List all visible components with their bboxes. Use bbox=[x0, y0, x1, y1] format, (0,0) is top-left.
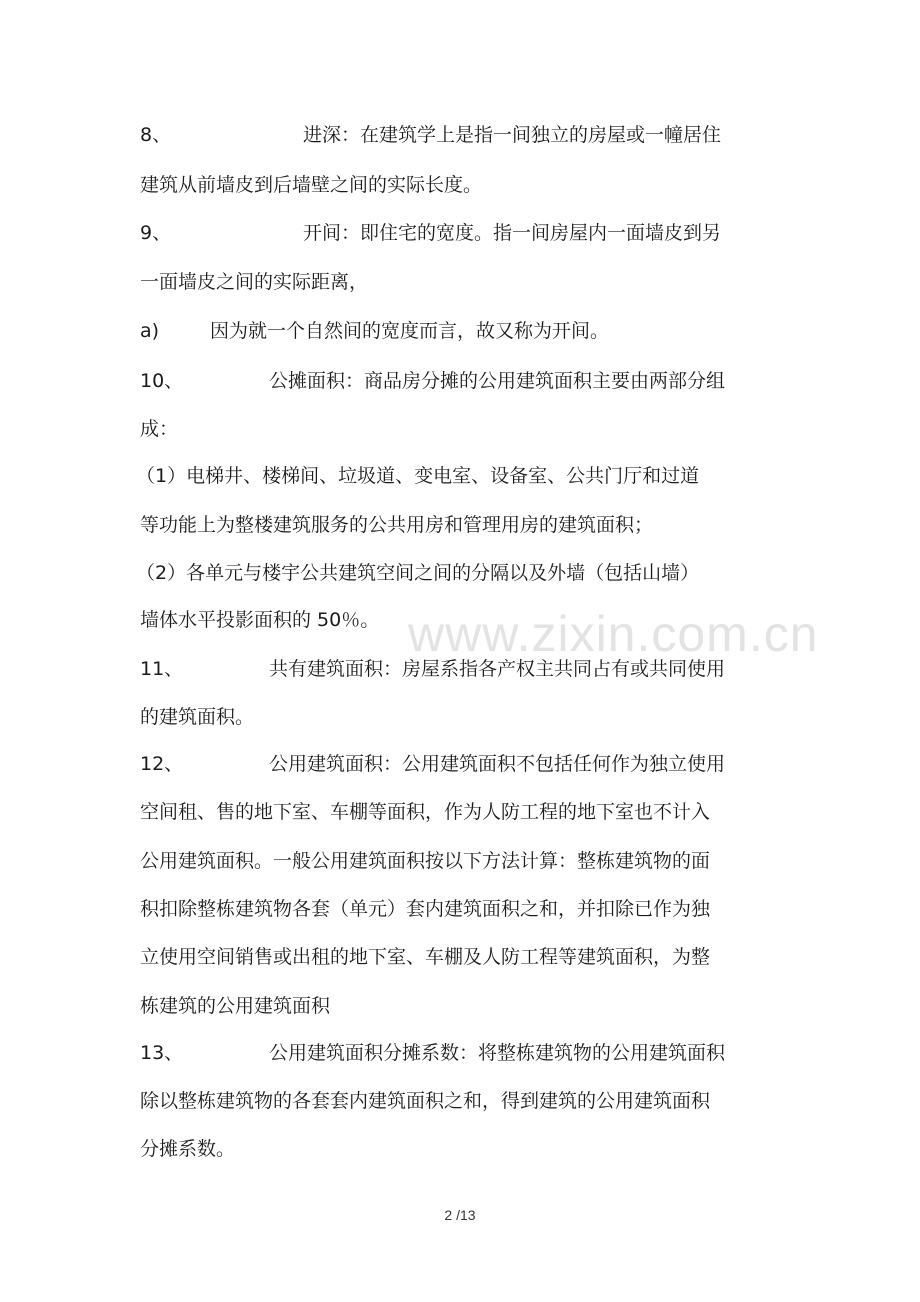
item-number: 11、 bbox=[140, 658, 184, 680]
item-text: 等功能上为整楼建筑服务的公共用房和管理用房的建筑面积； bbox=[140, 514, 654, 536]
watermark: www.zixin.com.cn bbox=[408, 606, 819, 662]
item-number: 9、 bbox=[140, 222, 172, 244]
item-number: 13、 bbox=[140, 1042, 184, 1064]
item-text: 栋建筑的公用建筑面积 bbox=[140, 995, 331, 1017]
item-text: 积扣除整栋建筑物各套（单元）套内建筑面积之和，并扣除已作为独 bbox=[140, 898, 711, 920]
item-text: 公用建筑面积。一般公用建筑面积按以下方法计算：整栋建筑物的面 bbox=[140, 850, 711, 872]
item-text: （2）各单元与楼宇公共建筑空间之间的分隔以及外墙（包括山墙） bbox=[136, 562, 700, 584]
item-text: 成： bbox=[140, 418, 179, 440]
item-text: 建筑从前墙皮到后墙壁之间的实际长度。 bbox=[140, 174, 483, 196]
page-separator: / bbox=[456, 1207, 460, 1223]
item-number: 8、 bbox=[140, 124, 172, 146]
item-text: 一面墙皮之间的实际距离， bbox=[140, 271, 369, 293]
page-current: 2 bbox=[444, 1207, 453, 1223]
item-text: 的建筑面积。 bbox=[140, 706, 255, 728]
item-text: 开间：即住宅的宽度。指一间房屋内一面墙皮到另 bbox=[303, 222, 722, 244]
item-text: 共有建筑面积：房屋系指各产权主共同占有或共同使用 bbox=[269, 658, 726, 680]
item-text: 分摊系数。 bbox=[140, 1138, 236, 1160]
item-text: （1）电梯井、楼梯间、垃圾道、变电室、设备室、公共门厅和过道 bbox=[136, 465, 700, 487]
item-text: 墙体水平投影面积的 50％。 bbox=[140, 609, 380, 631]
item-text: 公用建筑面积：公用建筑面积不包括任何作为独立使用 bbox=[269, 753, 726, 775]
item-text: 因为就一个自然间的宽度而言，故又称为开间。 bbox=[210, 320, 610, 342]
item-text: 进深：在建筑学上是指一间独立的房屋或一幢居住 bbox=[303, 124, 722, 146]
item-text: 空间租、售的地下室、车棚等面积，作为人防工程的地下室也不计入 bbox=[140, 801, 711, 823]
item-number: a) bbox=[140, 320, 160, 342]
page-number bbox=[0, 1206, 920, 1224]
item-text: 立使用空间销售或出租的地下室、车棚及人防工程等建筑面积，为整 bbox=[140, 946, 711, 968]
item-text: 公用建筑面积分摊系数：将整栋建筑物的公用建筑面积 bbox=[269, 1042, 726, 1064]
item-text: 公摊面积：商品房分摊的公用建筑面积主要由两部分组 bbox=[269, 370, 726, 392]
item-text: 除以整栋建筑物的各套套内建筑面积之和，得到建筑的公用建筑面积 bbox=[140, 1090, 711, 1112]
item-number: 12、 bbox=[140, 753, 184, 775]
page-total: 13 bbox=[460, 1207, 476, 1223]
item-number: 10、 bbox=[140, 370, 184, 392]
